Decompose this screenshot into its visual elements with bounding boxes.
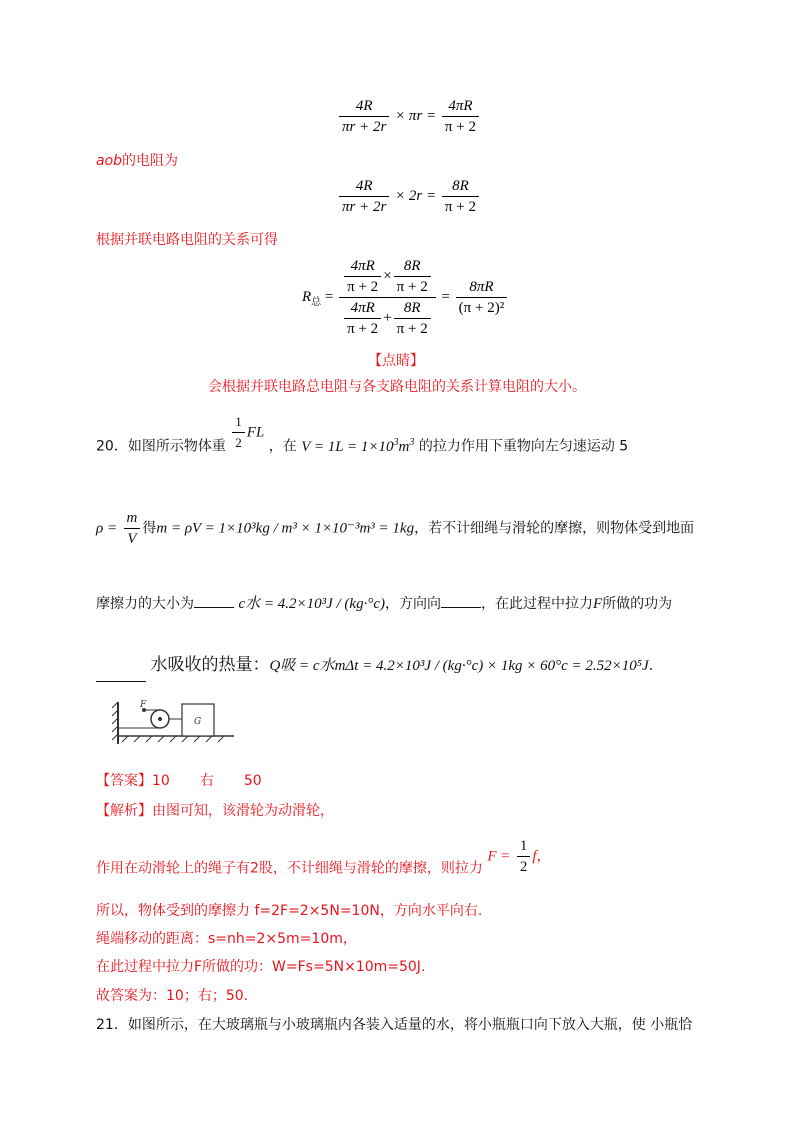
- label-f: F: [140, 700, 147, 710]
- fraction: $\frac{1}{2}$: [517, 836, 531, 877]
- analysis-line-4: 绳端移动的距离：s=nh=2×5m=10m，: [96, 931, 357, 947]
- fraction: $\frac{8\pi R}{\text{(π + 2)²}}$: [456, 277, 508, 318]
- fraction-half: $\frac{1}{2}$: [232, 412, 245, 453]
- fraction: $\frac{8R}{\pi + 2}$: [442, 176, 479, 217]
- dianjing-title: 【点睛】: [368, 353, 424, 369]
- equation-2: $\frac{4R}{\pi r + 2r}$ × 2r = $\frac{8R}{\pi + 2}$: [337, 176, 481, 217]
- answer-blank-1: [194, 593, 234, 608]
- analysis-line-5: 在此过程中拉力F所做的功：W=Fs=5N×10m=50J.: [96, 959, 426, 975]
- fraction: $\frac{m}{V}$: [124, 508, 141, 549]
- q20-line-1: 20．如图所示物体重 $\frac{1}{2}$ FL ，在 $V = 1L = 1\times 10^3m^3$ 的拉力作用下重物向左匀速运动 5: [96, 414, 629, 455]
- analysis-line-6: 故答案为：10；右；50.: [96, 988, 249, 1004]
- compound-fraction: $\frac{4\pi R}{\pi + 2}$ × $\frac{8R}{\pi + 2}$ $\frac{4\pi R}{\pi + 2}$ + $\frac{8R}{\pi + 2}$: [339, 256, 436, 339]
- answer-blank-3: [96, 667, 146, 682]
- ground-hatch: [122, 736, 224, 742]
- q20-line-2: ρ = $\frac{m}{V}$ 得m = ρV = 1×10³kg / m³ × 1×10⁻³m³ = 1kg，若不计细绳与滑轮的摩擦，则物体受到地面: [96, 510, 695, 547]
- label-g: G: [194, 717, 202, 727]
- answer-line: 【答案】10 右 50: [96, 773, 262, 789]
- analysis-line-3: 所以，物体受到的摩擦力 f=2F=2×5N=10N，方向水平向右.: [96, 903, 483, 919]
- fraction: $\frac{4\pi R}{\pi + 2}$: [442, 96, 479, 137]
- aob-resistance-label: aob的电阻为: [96, 153, 179, 169]
- pulley-figure: [112, 700, 242, 750]
- fraction: $\frac{4R}{\pi r + 2r}$: [339, 176, 389, 217]
- answer-blank-2: [441, 593, 481, 608]
- q21-line: 21．如图所示，在大玻璃瓶与小玻璃瓶内各装入适量的水，将小瓶瓶口向下放入大瓶，使 小瓶恰: [96, 1017, 693, 1033]
- dianjing-text: 会根据并联电路总电阻与各支路电阻的关系计算电阻的大小。: [208, 379, 586, 395]
- pulley-axle: [158, 717, 162, 721]
- parallel-text: 根据并联电路电阻的关系可得: [96, 232, 278, 248]
- q20-line-3: 摩擦力的大小为 c水 = 4.2×10³J / (kg·°c)，方向向 ，在此过程中拉力F所做的功为: [96, 592, 672, 613]
- analysis-line-1: 【解析】由图可知，该滑轮为动滑轮，: [96, 803, 334, 819]
- equation-1: $\frac{4R}{\pi r + 2r}$ × πr = $\frac{4\pi R}{\pi + 2}$: [337, 96, 481, 137]
- q20-line-4: 水吸收的热量：Q吸 = c水mΔt = 4.2×10³J / (kg·°c) × 1kg × 60°c = 2.52×10⁵J.: [96, 650, 653, 682]
- equation-3: $R_总$ = $\frac{4\pi R}{\pi + 2}$ × $\frac{8R}{\pi + 2}$ $\frac{4\pi R}{\pi + 2}$ + $\frac{8R}{\pi + 2}$ = $\frac{8\pi R}{\text{(π + 2)²}}$: [302, 256, 509, 339]
- analysis-line-2: 作用在动滑轮上的绳子有2股，不计细绳与滑轮的摩擦，则拉力 F = $\frac{1}{2}$ f，: [96, 838, 551, 877]
- fraction: $\frac{4R}{\pi r + 2r}$: [339, 96, 389, 137]
